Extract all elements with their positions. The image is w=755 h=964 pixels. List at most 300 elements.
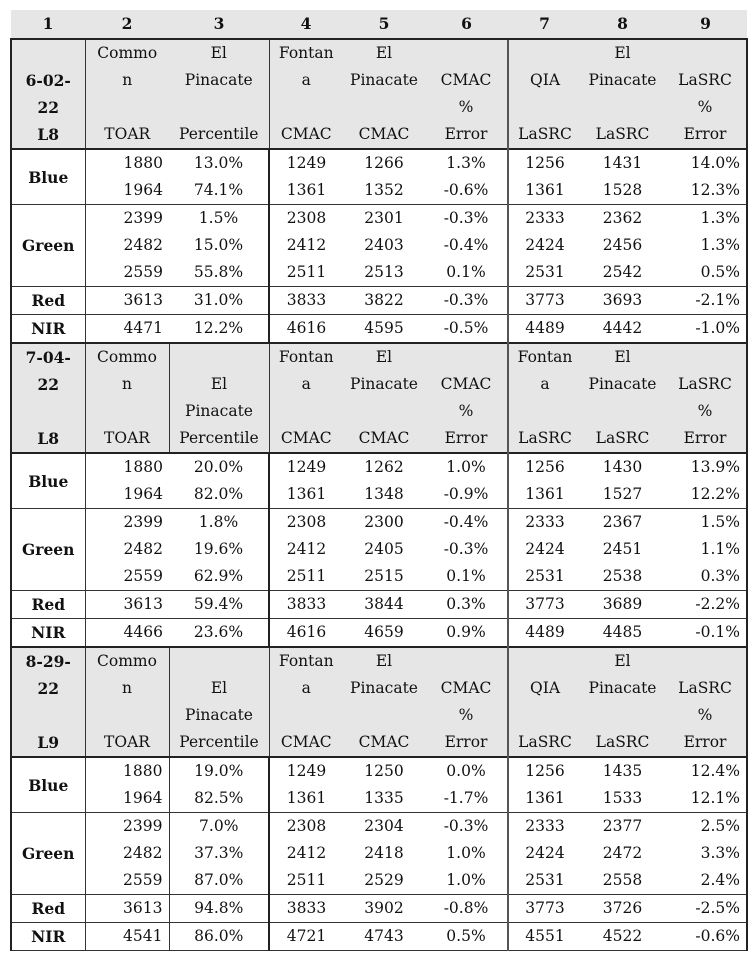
data-cell: 1262: [343, 453, 425, 481]
header-line: 22: [37, 679, 60, 698]
header-line: 22: [37, 375, 60, 394]
data-cell: 3833: [269, 895, 343, 923]
data-cell: 2333: [508, 205, 581, 233]
column-number: 3: [169, 10, 269, 39]
column-header-cell: [85, 39, 169, 149]
header-line: [276, 398, 338, 425]
data-cell: 3689: [581, 591, 664, 619]
data-cell: 82.0%: [193, 485, 244, 503]
data-cell: 3773: [508, 895, 581, 923]
header-line: [670, 40, 740, 67]
data-cell: 2308: [269, 813, 343, 841]
table-row: [11, 785, 747, 813]
header-line: [431, 648, 501, 675]
header-line: CMAC: [280, 429, 332, 447]
column-header-cell: [85, 343, 169, 453]
header-line: El Pinacate: [185, 679, 253, 724]
header-line: 6-02-22: [25, 71, 71, 117]
header-line: Error: [444, 733, 488, 751]
data-cell: 4616: [269, 619, 343, 648]
data-cell: 1.0%: [446, 871, 486, 889]
data-cell: 14.0%: [664, 149, 747, 177]
data-cell: 1527: [602, 485, 643, 503]
data-cell: 13.9%: [664, 453, 747, 481]
data-cell: 2424: [508, 536, 581, 563]
data-cell: 1348: [364, 485, 404, 503]
header-line: CMAC: [440, 375, 492, 393]
data-cell: 2511: [269, 867, 343, 895]
header-line: 7-04-: [25, 348, 71, 367]
band-name: Green: [11, 813, 85, 895]
data-cell: 2403: [364, 236, 404, 254]
data-cell: 2424: [508, 840, 581, 867]
header-line: El: [375, 652, 393, 670]
table-row: [11, 536, 747, 563]
data-cell: 2412: [269, 232, 343, 259]
data-cell: 4489: [508, 619, 581, 648]
header-line: [515, 648, 575, 675]
band-name: Red: [11, 287, 85, 315]
data-cell: 3833: [269, 591, 343, 619]
data-cell: 0.0%: [425, 757, 508, 785]
data-cell: -1.7%: [443, 789, 489, 807]
column-number: 7: [508, 10, 581, 39]
header-line: TOAR: [104, 429, 150, 447]
column-header-cell: [343, 647, 425, 757]
data-cell: -2.1%: [664, 287, 747, 315]
header-line: QIA: [529, 679, 561, 697]
header-line: El: [614, 348, 631, 366]
table-row: [11, 149, 747, 177]
band-name: Red: [11, 591, 85, 619]
header-line: a: [540, 375, 550, 393]
header-line: %: [458, 98, 474, 116]
data-cell: 1964: [85, 177, 169, 205]
data-cell: 62.9%: [193, 567, 244, 585]
data-cell: 1249: [269, 757, 343, 785]
data-cell: -0.4%: [443, 236, 489, 254]
data-cell: 4541: [85, 923, 169, 951]
header-line: Percentile: [179, 429, 259, 447]
data-cell: -0.6%: [664, 923, 747, 951]
header-line: Pinacate: [588, 679, 657, 697]
block-header-row: [11, 647, 747, 757]
header-line: [175, 94, 263, 121]
header-line: El: [210, 44, 227, 62]
column-number: 2: [85, 10, 169, 39]
data-cell: 2472: [602, 844, 643, 862]
data-cell: 1361: [269, 177, 343, 205]
header-line: a: [301, 71, 311, 89]
data-cell: 2399: [85, 205, 169, 233]
data-cell: 0.3%: [664, 563, 747, 591]
data-cell: 1964: [85, 481, 169, 509]
column-header-cell: [425, 647, 508, 757]
data-cell: -0.4%: [425, 509, 508, 537]
data-cell: 2529: [364, 871, 404, 889]
data-cell: 2399: [85, 813, 169, 841]
header-line: LaSRC: [595, 733, 650, 751]
data-cell: 2424: [508, 232, 581, 259]
data-cell: 1361: [508, 481, 581, 509]
header-line: [670, 344, 740, 371]
header-line: El: [375, 44, 393, 62]
data-cell: 2377: [581, 813, 664, 841]
data-cell: 1361: [508, 177, 581, 205]
table-row: [11, 481, 747, 509]
data-cell: 4489: [508, 315, 581, 344]
header-line: Fontan: [278, 652, 334, 670]
data-cell: 2558: [602, 871, 643, 889]
header-line: LaSRC: [518, 733, 572, 751]
header-line: Error: [683, 733, 727, 751]
header-line: [176, 648, 263, 675]
data-cell: 4721: [269, 923, 343, 951]
column-number-row: [11, 10, 747, 39]
table-row: [11, 232, 747, 259]
column-number: 4: [269, 10, 343, 39]
data-cell: 2362: [581, 205, 664, 233]
table-row: [11, 813, 747, 841]
data-cell: 0.1%: [446, 567, 486, 585]
header-line: Error: [683, 125, 727, 143]
data-cell: 1430: [581, 453, 664, 481]
table-row: [11, 757, 747, 785]
table-row: [11, 923, 747, 951]
data-cell: 1528: [602, 181, 643, 199]
header-line: CMAC: [440, 679, 492, 697]
data-cell: 2482: [85, 536, 169, 563]
data-cell: 13.0%: [169, 149, 269, 177]
data-cell: -0.3%: [443, 540, 489, 558]
data-cell: 59.4%: [169, 591, 269, 619]
table-row: [11, 287, 747, 315]
data-cell: 4551: [508, 923, 581, 951]
data-cell: 4471: [85, 315, 169, 344]
table-row: [11, 453, 747, 481]
header-line: CMAC: [440, 71, 492, 89]
header-line: Fontan: [278, 348, 334, 366]
data-cell: 2542: [602, 263, 643, 281]
header-line: %: [697, 706, 713, 724]
header-line: [587, 94, 658, 121]
data-cell: 0.1%: [446, 263, 486, 281]
header-line: TOAR: [104, 125, 151, 143]
data-cell: 1.5%: [664, 509, 747, 537]
data-cell: 3613: [85, 591, 169, 619]
data-cell: 3822: [343, 287, 425, 315]
data-cell: 1.8%: [169, 509, 269, 537]
header-line: L8: [37, 429, 60, 448]
header-line: [176, 344, 263, 371]
data-cell: 1435: [581, 757, 664, 785]
data-cell: 3844: [343, 591, 425, 619]
data-cell: 0.3%: [425, 591, 508, 619]
header-line: Fontan: [278, 44, 334, 62]
data-cell: 0.5%: [664, 259, 747, 287]
data-cell: 1431: [581, 149, 664, 177]
data-cell: 3902: [343, 895, 425, 923]
header-line: %: [697, 98, 713, 116]
data-cell: 12.3%: [664, 177, 747, 205]
data-cell: 19.0%: [169, 757, 269, 785]
data-cell: 19.6%: [193, 540, 244, 558]
header-line: [349, 398, 419, 425]
header-line: El Pinacate: [185, 375, 253, 420]
data-cell: 2515: [364, 567, 404, 585]
table-row: [11, 509, 747, 537]
header-line: [587, 398, 658, 425]
header-line: n: [122, 679, 132, 697]
data-cell: 1249: [269, 149, 343, 177]
data-cell: 1.3%: [664, 205, 747, 233]
column-header-cell: [581, 647, 664, 757]
header-line: [515, 398, 575, 425]
data-cell: 2405: [364, 540, 404, 558]
data-cell: 4466: [85, 619, 169, 648]
data-cell: 2531: [508, 259, 581, 287]
table-row: [11, 867, 747, 895]
data-cell: 1880: [85, 453, 169, 481]
data-cell: -0.6%: [443, 181, 489, 199]
data-cell: 2333: [508, 813, 581, 841]
data-cell: 2559: [85, 563, 169, 591]
header-line: Commo: [97, 348, 157, 366]
data-cell: 1361: [269, 481, 343, 509]
header-line: Error: [444, 125, 488, 143]
header-line: CMAC: [280, 733, 332, 751]
table-row: [11, 315, 747, 344]
data-cell: 2513: [364, 263, 404, 281]
header-line: [18, 40, 79, 67]
data-cell: 7.0%: [169, 813, 269, 841]
header-line: [92, 398, 163, 425]
data-cell: 1361: [508, 785, 581, 813]
column-number: 5: [343, 10, 425, 39]
header-line: %: [697, 402, 713, 420]
data-cell: 4485: [581, 619, 664, 648]
header-line: [515, 702, 575, 729]
date-sensor-cell: [11, 39, 85, 149]
data-cell: 15.0%: [193, 236, 244, 254]
table-row: [11, 591, 747, 619]
data-cell: 1.3%: [425, 149, 508, 177]
column-header-cell: [508, 647, 581, 757]
header-line: El: [614, 652, 631, 670]
data-cell: -0.8%: [425, 895, 508, 923]
header-line: Error: [683, 429, 727, 447]
column-number: 9: [664, 10, 747, 39]
data-cell: -2.5%: [664, 895, 747, 923]
header-line: Pinacate: [588, 71, 657, 89]
header-line: LaSRC: [518, 125, 572, 143]
data-cell: 12.2%: [169, 315, 269, 344]
column-number: 6: [425, 10, 508, 39]
block-header-row: [11, 343, 747, 453]
header-line: Pinacate: [350, 679, 418, 697]
header-line: L9: [37, 733, 60, 752]
data-cell: -0.3%: [425, 205, 508, 233]
data-cell: 2538: [602, 567, 643, 585]
column-header-cell: [169, 39, 269, 149]
data-cell: 2.5%: [664, 813, 747, 841]
header-line: LaSRC: [678, 71, 732, 89]
header-line: [349, 702, 419, 729]
data-cell: 2304: [343, 813, 425, 841]
data-cell: 1.5%: [169, 205, 269, 233]
data-cell: 3613: [85, 895, 169, 923]
column-header-cell: [581, 39, 664, 149]
header-line: [18, 702, 79, 729]
data-cell: -0.3%: [425, 287, 508, 315]
data-cell: 2559: [85, 259, 169, 287]
table-row: [11, 259, 747, 287]
header-line: [18, 398, 79, 425]
data-cell: 3773: [508, 591, 581, 619]
data-cell: 31.0%: [169, 287, 269, 315]
header-line: %: [458, 402, 474, 420]
header-line: Commo: [97, 652, 157, 670]
data-cell: 23.6%: [169, 619, 269, 648]
header-line: Pinacate: [184, 71, 253, 89]
data-cell: 0.5%: [425, 923, 508, 951]
header-line: Pinacate: [588, 375, 657, 393]
column-header-cell: [269, 39, 343, 149]
column-header-cell: [169, 343, 269, 453]
data-cell: 1964: [85, 785, 169, 813]
column-header-cell: [508, 343, 581, 453]
data-cell: 2531: [508, 867, 581, 895]
column-header-cell: [664, 647, 747, 757]
comparison-table: [10, 10, 748, 951]
data-cell: 12.4%: [664, 757, 747, 785]
table-row: [11, 177, 747, 205]
data-cell: 94.8%: [169, 895, 269, 923]
column-header-cell: [425, 343, 508, 453]
data-cell: 2333: [508, 509, 581, 537]
data-cell: 0.9%: [425, 619, 508, 648]
header-line: [92, 702, 163, 729]
table-row: [11, 895, 747, 923]
data-cell: 3833: [269, 287, 343, 315]
data-cell: -0.3%: [425, 813, 508, 841]
header-line: CMAC: [358, 733, 410, 751]
data-cell: 55.8%: [193, 263, 244, 281]
column-header-cell: [85, 647, 169, 757]
data-cell: 2559: [85, 867, 169, 895]
data-cell: 1256: [508, 757, 581, 785]
band-name: Green: [11, 205, 85, 287]
data-cell: 87.0%: [169, 867, 269, 895]
header-line: [670, 648, 740, 675]
data-cell: 2301: [343, 205, 425, 233]
data-cell: 3.3%: [664, 840, 747, 867]
band-name: NIR: [11, 315, 85, 344]
band-name: Blue: [11, 757, 85, 813]
header-line: [515, 94, 575, 121]
data-cell: 1.1%: [664, 536, 747, 563]
header-line: Error: [444, 429, 488, 447]
column-header-cell: [169, 647, 269, 757]
data-cell: 1352: [364, 181, 404, 199]
header-line: [431, 40, 501, 67]
data-cell: 1880: [85, 149, 169, 177]
header-line: n: [122, 71, 133, 89]
header-line: L8: [37, 125, 60, 144]
data-cell: -1.0%: [664, 315, 747, 344]
data-cell: 2412: [269, 840, 343, 867]
header-line: a: [301, 375, 311, 393]
data-cell: 2451: [602, 540, 643, 558]
header-line: LaSRC: [678, 679, 732, 697]
data-cell: 82.5%: [169, 785, 269, 813]
header-line: El: [614, 44, 631, 62]
column-header-cell: [269, 343, 343, 453]
header-line: Commo: [97, 44, 158, 62]
data-cell: -0.5%: [425, 315, 508, 344]
data-cell: 4616: [269, 315, 343, 344]
data-cell: -0.9%: [443, 485, 489, 503]
header-line: [276, 702, 338, 729]
header-line: LaSRC: [678, 375, 732, 393]
data-cell: 2308: [269, 205, 343, 233]
data-cell: 20.0%: [169, 453, 269, 481]
column-header-cell: [343, 39, 425, 149]
data-cell: 2531: [508, 563, 581, 591]
header-line: [431, 344, 501, 371]
header-line: CMAC: [358, 429, 410, 447]
band-name: Green: [11, 509, 85, 591]
header-line: Fontan: [517, 348, 573, 366]
header-line: CMAC: [358, 125, 410, 143]
header-line: TOAR: [104, 733, 150, 751]
data-cell: 3726: [581, 895, 664, 923]
table-row: [11, 205, 747, 233]
header-line: [92, 94, 164, 121]
band-name: Blue: [11, 453, 85, 509]
band-name: NIR: [11, 923, 85, 951]
data-cell: 2482: [85, 232, 169, 259]
data-cell: 2482: [85, 840, 169, 867]
data-cell: 1250: [343, 757, 425, 785]
data-cell: 4595: [343, 315, 425, 344]
data-cell: 2399: [85, 509, 169, 537]
data-cell: 2367: [581, 509, 664, 537]
data-cell: 1.0%: [446, 844, 486, 862]
header-line: LaSRC: [518, 429, 572, 447]
header-line: Pinacate: [350, 71, 418, 89]
data-cell: 4522: [581, 923, 664, 951]
data-cell: 1256: [508, 453, 581, 481]
data-cell: 1335: [364, 789, 404, 807]
header-line: [587, 702, 658, 729]
data-cell: 3693: [581, 287, 664, 315]
data-cell: 1256: [508, 149, 581, 177]
header-line: CMAC: [280, 125, 332, 143]
data-cell: 1266: [343, 149, 425, 177]
data-cell: 1533: [602, 789, 643, 807]
data-cell: 1249: [269, 453, 343, 481]
data-cell: 2.4%: [664, 867, 747, 895]
data-cell: 4442: [581, 315, 664, 344]
column-header-cell: [343, 343, 425, 453]
data-cell: 86.0%: [169, 923, 269, 951]
data-cell: 74.1%: [193, 181, 244, 199]
data-cell: 1.3%: [664, 232, 747, 259]
header-line: [515, 40, 575, 67]
data-cell: 12.1%: [664, 785, 747, 813]
data-cell: 3613: [85, 287, 169, 315]
